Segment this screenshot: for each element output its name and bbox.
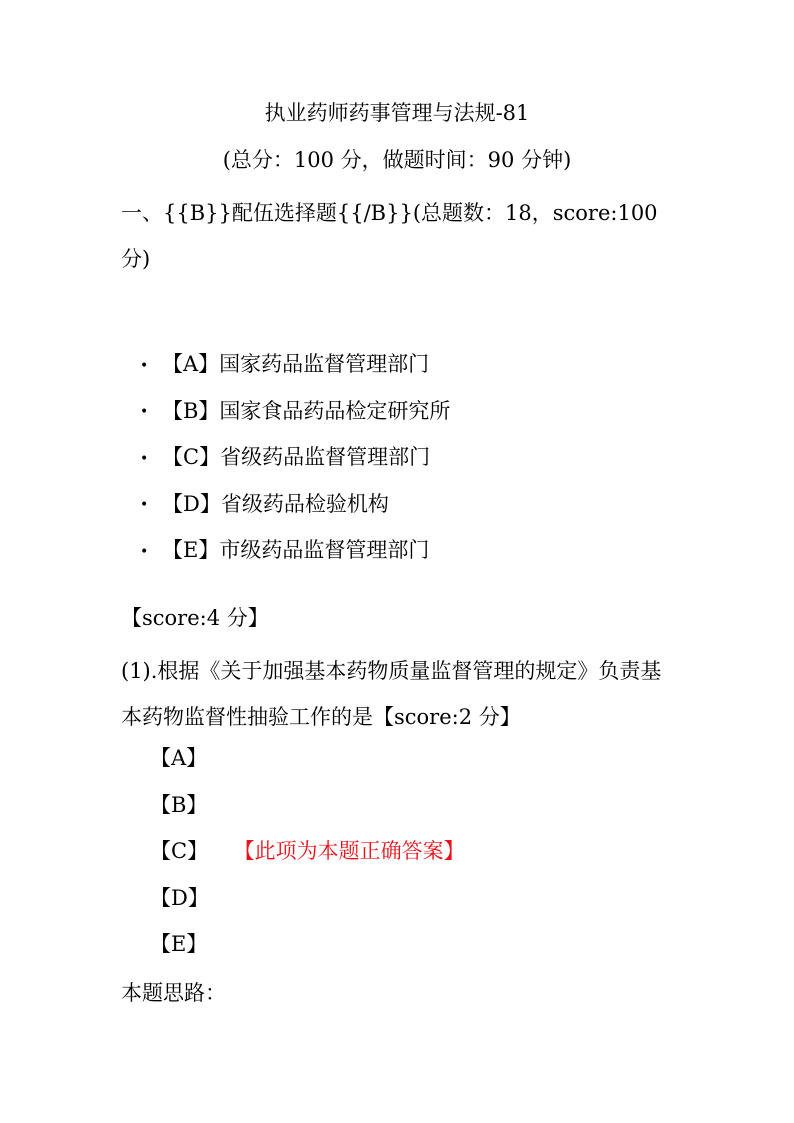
question-text: (1).根据《关于加强基本药物质量监督管理的规定》负责基本药物监督性抽验工作的是【score:2 分】 bbox=[121, 659, 662, 729]
option-item bbox=[140, 344, 450, 391]
option-text: 【E】市级药品监督管理部门 bbox=[162, 538, 430, 562]
document-subtitle: (总分：100 分，做题时间：90 分钟) bbox=[222, 148, 572, 172]
section-header: 一、{{B}}配伍选择题{{/B}}(总题数：18，score:100 分) bbox=[121, 201, 658, 271]
option-text: 【A】国家药品监督管理部门 bbox=[162, 352, 430, 376]
document-title: 执业药师药事管理与法规-81 bbox=[264, 101, 530, 125]
bullet-icon: • bbox=[140, 543, 149, 560]
group-score: 【score:4 分】 bbox=[121, 606, 269, 630]
thinking-label: 本题思路： bbox=[121, 981, 226, 1005]
answer-item bbox=[150, 878, 465, 925]
bullet-icon: • bbox=[140, 404, 149, 420]
answer-label: 【D】 bbox=[150, 885, 209, 910]
answer-item bbox=[150, 831, 465, 878]
answer-label: 【C】 bbox=[150, 839, 209, 863]
option-item bbox=[140, 530, 450, 577]
answer-item bbox=[150, 738, 465, 785]
option-item bbox=[140, 484, 450, 531]
option-list bbox=[140, 344, 450, 577]
answer-label: 【E】 bbox=[150, 932, 208, 956]
answer-item bbox=[150, 924, 465, 971]
answer-label: 【B】 bbox=[150, 792, 208, 817]
option-text: 【C】省级药品监督管理部门 bbox=[162, 445, 431, 469]
bullet-icon: • bbox=[140, 357, 149, 374]
option-item bbox=[140, 391, 450, 438]
option-item bbox=[140, 437, 450, 484]
correct-answer-marker: 【此项为本题正确答案】 bbox=[244, 839, 465, 863]
bullet-icon: • bbox=[140, 497, 149, 513]
answer-label: 【A】 bbox=[150, 746, 208, 770]
option-text: 【B】国家食品药品检定研究所 bbox=[162, 398, 451, 423]
option-text: 【D】省级药品检验机构 bbox=[162, 491, 389, 516]
answer-list bbox=[150, 738, 465, 971]
bullet-icon: • bbox=[140, 450, 149, 467]
answer-item bbox=[150, 785, 465, 832]
